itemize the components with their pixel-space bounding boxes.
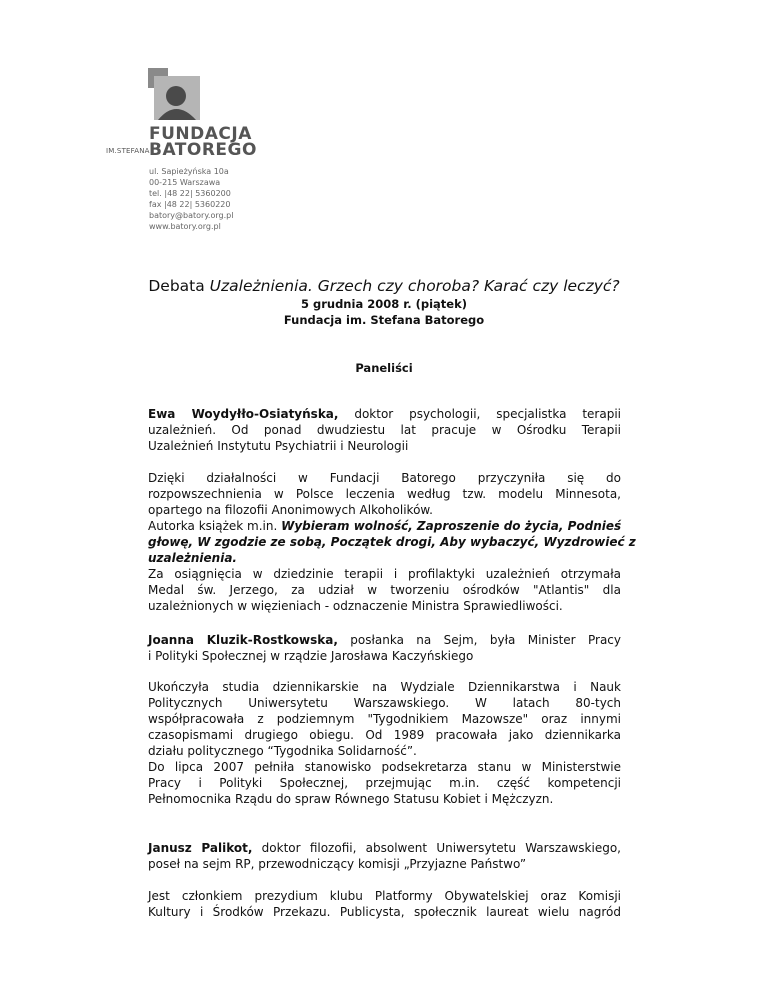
text-line: i Polityki Społecznej w rządzie Jarosława Kaczyńskiego <box>148 649 474 663</box>
page-title <box>0 277 768 295</box>
text-line: Politycznych Uniwersytetu Warszawskiego. W latach 80-tych <box>148 696 621 710</box>
text-line: Do lipca 2007 pełniła stanowisko podsekretarza stanu w Ministerstwie <box>148 760 621 774</box>
book-titles: głowę, W zgodzie ze sobą, Początek drogi, Aby wybaczyć, Wyzdrowieć z <box>148 535 636 549</box>
logo-im-stefana: IM.STEFANA <box>106 147 150 155</box>
text-line: Ukończyła studia dziennikarskie na Wydziale Dziennikarstwa i Nauk <box>148 680 621 694</box>
text-line: Za osiągnięcia w dziedzinie terapii i profilaktyki uzależnień otrzymała <box>148 567 621 581</box>
address-city: 00-215 Warszawa <box>149 178 221 187</box>
panelist-1-name: Ewa Woydyłło-Osiatyńska, <box>148 407 339 421</box>
text-line: współpracowała z podziemnym "Tygodnikiem Mazowsze" oraz innymi <box>148 712 621 726</box>
logo-fundacja: FUNDACJA <box>149 124 252 144</box>
panelist-3-name: Janusz Palikot, <box>148 841 253 855</box>
text-line: doktor psychologii, specjalistka terapii <box>338 407 621 421</box>
address-www: www.batory.org.pl <box>149 222 221 231</box>
text-line: Pracy i Polityki Społecznej, przejmując m.in. część kompetencji <box>148 776 621 790</box>
book-titles: uzależnienia. <box>148 551 237 565</box>
event-date: 5 grudnia 2008 r. (piątek) <box>300 297 468 311</box>
panelist-3-bio <box>148 888 621 920</box>
panelist-2-name: Joanna Kluzik-Rostkowska, <box>148 633 338 647</box>
book-titles: Wybieram wolność, Zaproszenie do życia, Podnieś <box>281 519 622 533</box>
panelists-heading: Paneliści <box>355 361 413 375</box>
text-line: Autorka książek m.in. <box>148 519 282 533</box>
address-block <box>149 166 233 232</box>
panelist-1-intro <box>148 406 621 454</box>
address-email: batory@batory.org.pl <box>149 211 234 220</box>
text-line: poseł na sejm RP, przewodniczący komisji „Przyjazne Państwo” <box>148 857 527 871</box>
text-line: Jest członkiem prezydium klubu Platformy Obywatelskiej oraz Komisji <box>148 889 621 903</box>
address-tel: tel. |48 22| 5360200 <box>149 189 231 198</box>
logo-batorego: BATOREGO <box>149 140 257 160</box>
text-line: rozpowszechnienia w Polsce leczenia według tzw. modelu Minnesota, <box>148 487 621 501</box>
text-line: czasopismami drugiego obiegu. Od 1989 pracowała jako dziennikarka <box>148 728 621 742</box>
title-italic: Uzależnienia. Grzech czy choroba? Karać czy leczyć? <box>209 277 620 295</box>
panelist-1-bio <box>148 470 636 614</box>
text-line: uzależnionych w więzieniach - odznaczenie Ministra Sprawiedliwości. <box>148 599 563 613</box>
title-prefix: Debata <box>148 277 210 295</box>
text-line: Kultury i Środków Przekazu. Publicysta, społecznik laureat wielu nagród <box>148 905 621 919</box>
text-line: uzależnień. Od ponad dwudziestu lat pracuje w Ośrodku Terapii <box>148 423 621 437</box>
text-line: opartego na filozofii Anonimowych Alkoholików. <box>148 503 433 517</box>
event-venue: Fundacja im. Stefana Batorego <box>283 313 485 327</box>
panelist-2-intro <box>148 632 621 664</box>
text-line: Dzięki działalności w Fundacji Batorego przyczyniła się do <box>148 471 621 485</box>
text-line: Medal św. Jerzego, za udział w tworzeniu ośrodków "Atlantis" dla <box>148 583 621 597</box>
foundation-logo <box>148 68 204 122</box>
text-line: działu politycznego “Tygodnika Solidarność”. <box>148 744 417 758</box>
text-line: Uzależnień Instytutu Psychiatrii i Neurologii <box>148 439 409 453</box>
text-line: doktor filozofii, absolwent Uniwersytetu Warszawskiego, <box>252 841 621 855</box>
address-street: ul. Sapieżyńska 10a <box>149 167 229 176</box>
panelist-2-bio <box>148 679 621 807</box>
address-fax: fax |48 22| 5360220 <box>149 200 231 209</box>
logo-mark-icon <box>148 68 204 122</box>
text-line: posłanka na Sejm, była Minister Pracy <box>337 633 621 647</box>
text-line: Pełnomocnika Rządu do spraw Równego Statusu Kobiet i Mężczyzn. <box>148 792 554 806</box>
panelist-3-intro <box>148 840 621 872</box>
